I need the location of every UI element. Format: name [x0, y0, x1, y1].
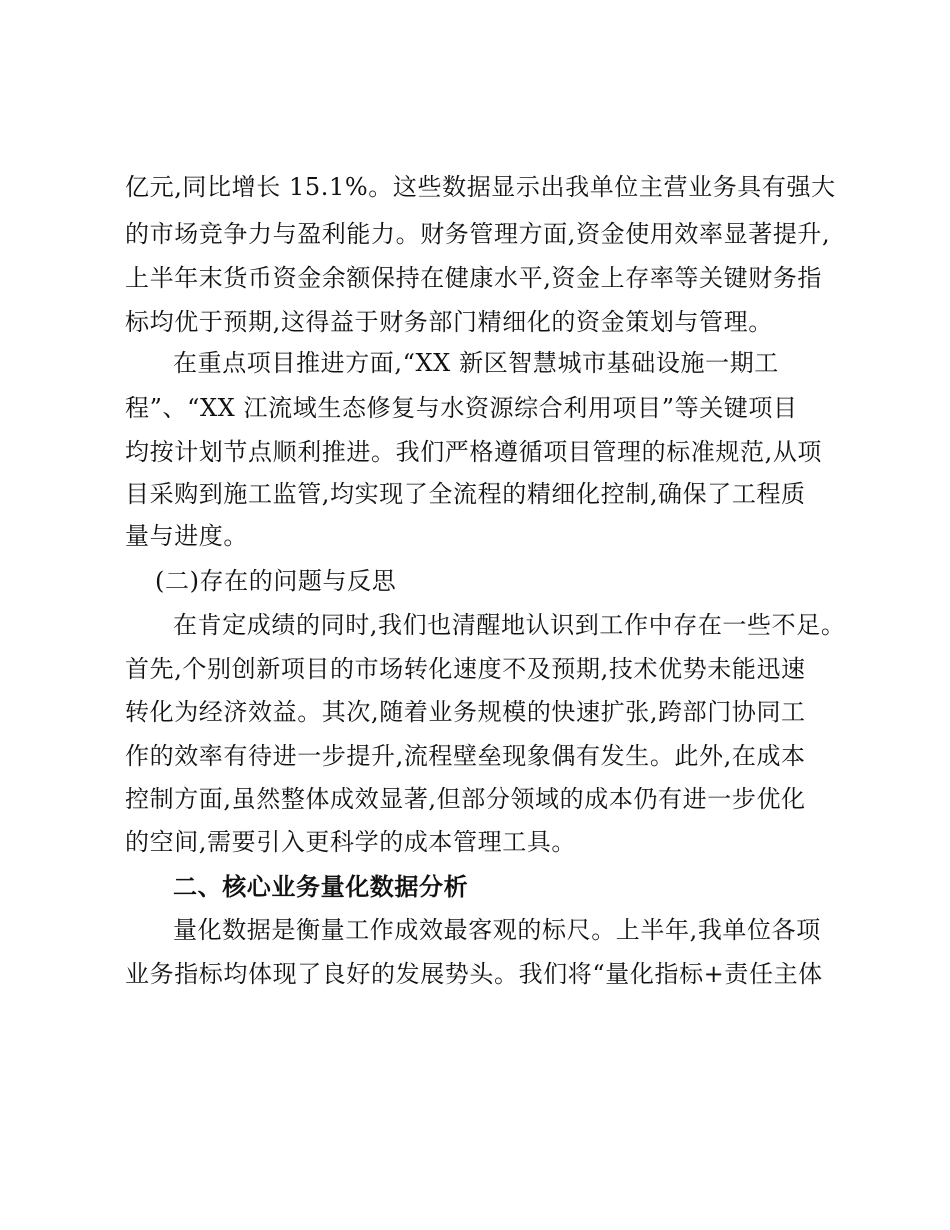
paragraph-line: 标均优于预期,这得益于财务部门精细化的资金策划与管理。 [125, 308, 773, 336]
paragraph-line: 量化数据是衡量工作成效最客观的标尺。上半年,我单位各项 [173, 916, 821, 944]
paragraph-line: 在肯定成绩的同时,我们也清醒地认识到工作中存在一些不足。 [173, 611, 846, 639]
section-heading: 二、核心业务量化数据分析 [173, 872, 469, 901]
paragraph-line: 程”、“XX 江流域生态修复与水资源综合利用项目”等关键项目 [125, 394, 798, 422]
paragraph-line: 的空间,需要引入更科学的成本管理工具。 [125, 828, 577, 856]
section-subheading: (二)存在的问题与反思 [155, 567, 397, 595]
paragraph-line: 业务指标均体现了良好的发展势头。我们将“量化指标+责任主体 [125, 960, 823, 988]
paragraph-line: 目采购到施工监管,均实现了全流程的精细化控制,确保了工程质 [125, 480, 806, 508]
paragraph-line: 亿元,同比增长 15.1%。这些数据显示出我单位主营业务具有强大 [125, 173, 836, 201]
paragraph-line: 转化为经济效益。其次,随着业务规模的快速扩张,跨部门协同工 [125, 698, 806, 726]
paragraph-line: 控制方面,虽然整体成效显著,但部分领域的成本仍有进一步优化 [125, 785, 806, 813]
paragraph-line: 在重点项目推进方面,“XX 新区智慧城市基础设施一期工 [173, 349, 779, 377]
paragraph-line: 上半年末货币资金余额保持在健康水平,资金上存率等关键财务指 [125, 264, 823, 292]
paragraph-line: 首先,个别创新项目的市场转化速度不及预期,技术优势未能迅速 [125, 655, 806, 683]
paragraph-line: 的市场竞争力与盈利能力。财务管理方面,资金使用效率显著提升, [125, 220, 831, 248]
paragraph-line: 均按计划节点顺利推进。我们严格遵循项目管理的标准规范,从项 [125, 438, 823, 466]
paragraph-line: 作的效率有待进一步提升,流程壁垒现象偶有发生。此外,在成本 [125, 742, 806, 770]
paragraph-line: 量与进度。 [125, 522, 248, 550]
